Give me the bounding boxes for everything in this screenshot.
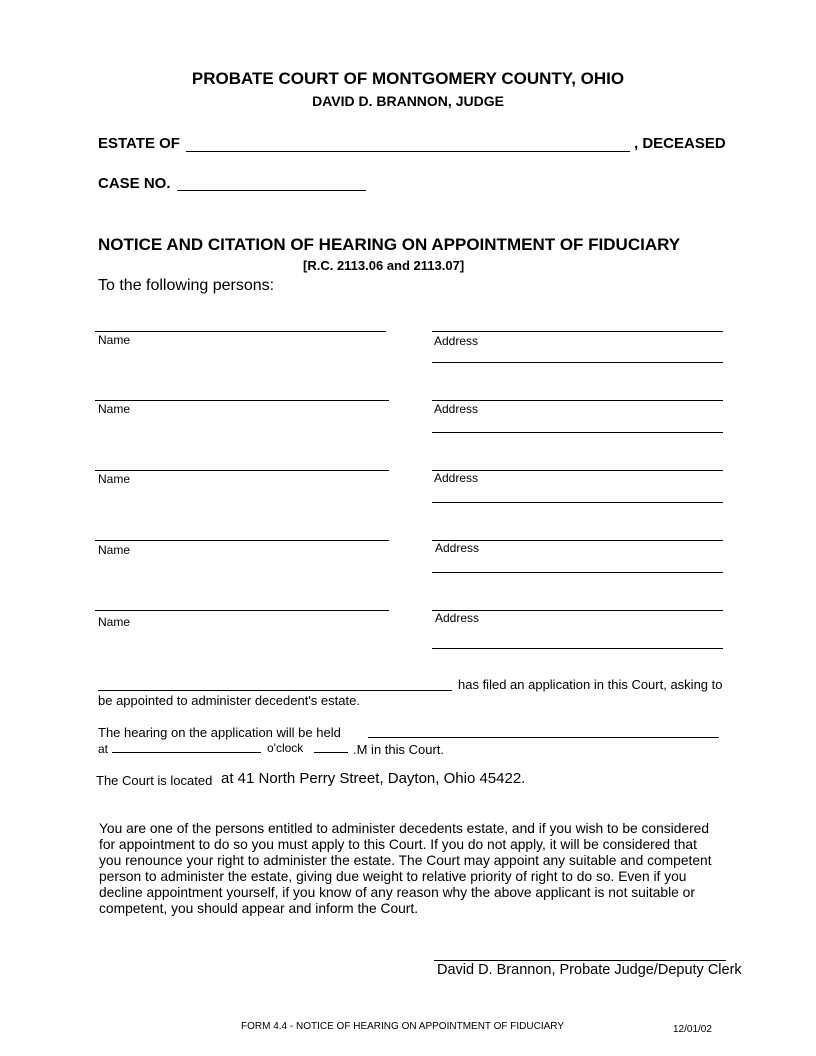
- address-label: Address: [434, 402, 479, 416]
- paragraph-line: decline appointment yourself, if you know of any reason why the above applicant is not suitable or: [99, 885, 695, 900]
- name-label: Name: [98, 402, 131, 416]
- paragraph-line: person to administer the estate, giving due weight to relative priority of right to do so. Even if you: [99, 869, 687, 884]
- name-label: Name: [98, 472, 131, 486]
- case-number-label: CASE NO.: [98, 175, 171, 192]
- revision-date: 12/01/02: [673, 1024, 712, 1035]
- recipient-address-line2-field[interactable]: [432, 648, 723, 649]
- oclock-label: o'clock: [267, 741, 304, 755]
- name-label: Name: [98, 615, 131, 629]
- applicant-name-field[interactable]: [98, 690, 452, 691]
- am-pm-field[interactable]: [314, 752, 348, 753]
- recipient-address-line2-field[interactable]: [432, 572, 723, 573]
- hearing-date-field[interactable]: [368, 737, 719, 738]
- estate-name-field[interactable]: [186, 151, 630, 152]
- address-label: Address: [435, 541, 480, 555]
- form-title: NOTICE AND CITATION OF HEARING ON APPOINTMENT OF FIDUCIARY: [98, 235, 681, 254]
- name-label: Name: [98, 543, 131, 557]
- recipient-name-field[interactable]: [95, 331, 386, 332]
- recipients-intro: To the following persons:: [98, 277, 275, 294]
- recipient-name-field[interactable]: [95, 470, 389, 471]
- case-number-field[interactable]: [177, 190, 366, 191]
- paragraph-line: competent, you should appear and inform the Court.: [99, 901, 419, 916]
- recipient-address-line2-field[interactable]: [432, 432, 723, 433]
- application-text-2: be appointed to administer decedent's estate.: [98, 693, 360, 708]
- address-label: Address: [434, 471, 479, 485]
- court-title: PROBATE COURT OF MONTGOMERY COUNTY, OHIO: [191, 69, 625, 88]
- estate-label: ESTATE OF: [98, 135, 180, 152]
- judge-name: DAVID D. BRANNON, JUDGE: [312, 93, 504, 109]
- recipient-name-field[interactable]: [95, 400, 389, 401]
- name-label: Name: [98, 333, 131, 347]
- deceased-label: , DECEASED: [634, 135, 726, 152]
- hearing-held-label: The hearing on the application will be held: [98, 725, 341, 740]
- hearing-at-label: at: [98, 742, 109, 756]
- recipient-address-line2-field[interactable]: [432, 502, 723, 503]
- paragraph-line: for appointment to do so you must apply to this Court. If you do not apply, it will be considered that: [99, 837, 697, 852]
- recipient-name-field[interactable]: [95, 610, 389, 611]
- court-address: at 41 North Perry Street, Dayton, Ohio 45422.: [221, 770, 526, 787]
- recipient-address-line2-field[interactable]: [432, 362, 723, 363]
- paragraph-line: you renounce your right to administer the estate. The Court may appoint any suitable and competent: [99, 853, 712, 868]
- hearing-time-field[interactable]: [112, 752, 261, 753]
- in-court-label: .M in this Court.: [353, 742, 445, 757]
- address-label: Address: [435, 611, 480, 625]
- signature-label: David D. Brannon, Probate Judge/Deputy Clerk: [437, 962, 742, 978]
- court-location-label: The Court is located: [96, 773, 213, 788]
- application-text-1: has filed an application in this Court, asking to: [458, 677, 723, 692]
- address-label: Address: [434, 334, 479, 348]
- recipient-name-field[interactable]: [95, 540, 389, 541]
- signature-field[interactable]: [434, 960, 726, 961]
- statute-reference: [R.C. 2113.06 and 2113.07]: [303, 258, 465, 273]
- recipient-address-field[interactable]: [432, 400, 723, 401]
- recipient-address-field[interactable]: [432, 331, 723, 332]
- form-number: FORM 4.4 - NOTICE OF HEARING ON APPOINTMENT OF FIDUCIARY: [241, 1021, 564, 1032]
- paragraph-line: You are one of the persons entitled to administer decedents estate, and if you wish to be considered: [99, 821, 710, 836]
